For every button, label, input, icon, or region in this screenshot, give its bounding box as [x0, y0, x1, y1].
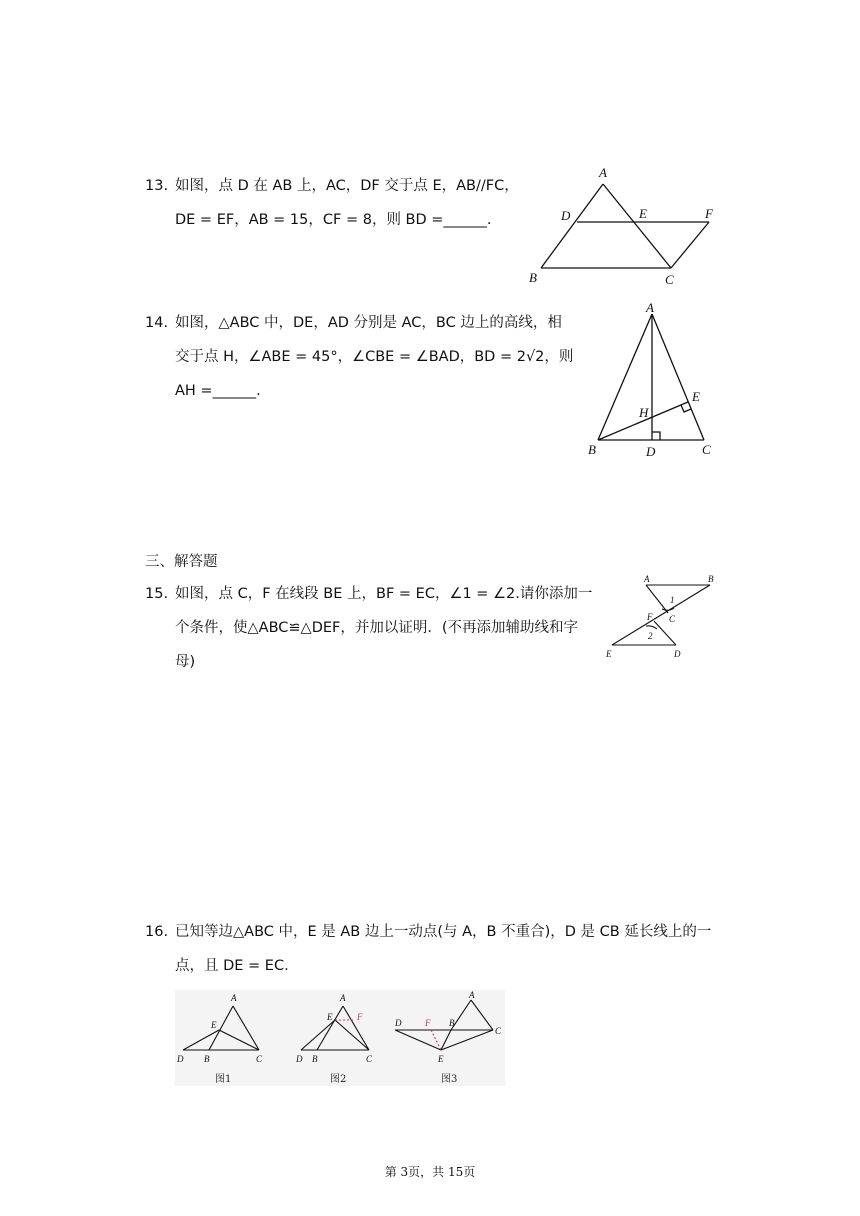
- q16-f1-label-E: E: [211, 1020, 217, 1030]
- q13-seg-AC: [603, 184, 671, 268]
- q13-text-line2: DE = EF，AB = 15，CF = 8，则 BD =______.: [175, 212, 492, 228]
- q14-figure: [582, 300, 722, 465]
- q14-label-A: A: [646, 300, 654, 315]
- q14-number: 14.: [145, 315, 169, 331]
- q16-f1-seg-DE: [183, 1030, 219, 1050]
- q16-f3-label-D: D: [395, 1018, 402, 1028]
- q16-f2-seg-EC: [335, 1020, 369, 1050]
- q15-text-line3: 母): [175, 654, 196, 670]
- q15-label-F: F: [647, 612, 653, 622]
- q16-f3-label-E: E: [438, 1054, 444, 1064]
- q14-text-line2: 交于点 H，∠ABE = 45°，∠CBE = ∠BAD，BD = 2√2，则: [175, 349, 574, 365]
- q16-text-line1: 已知等边△ABC 中，E 是 AB 边上一动点(与 A，B 不重合)，D 是 CB 延长线上的一: [175, 924, 712, 940]
- q15-seg-AC: [646, 585, 668, 613]
- q15-number: 15.: [145, 586, 169, 602]
- q14-text-line3: AH =______.: [175, 383, 261, 399]
- q15-seg-FD: [654, 621, 676, 645]
- q14-seg-AC: [652, 314, 704, 440]
- q15-label-C: C: [669, 614, 676, 624]
- q16-f2-label-E: E: [327, 1012, 333, 1022]
- q16-f2-caption: 图2: [330, 1074, 347, 1085]
- q16-f3-seg-DE: [395, 1030, 441, 1050]
- q13-label-F: F: [705, 206, 713, 221]
- q16-f2-label-C: C: [366, 1054, 373, 1064]
- q16-number: 16.: [145, 924, 169, 940]
- q16-f1-label-D: D: [177, 1054, 184, 1064]
- q16-f3-seg-EC: [441, 1030, 493, 1050]
- q15-text-line1: 如图，点 C，F 在线段 BE 上，BF = EC，∠1 = ∠2.请你添加一: [175, 586, 593, 602]
- q16-f3-label-A: A: [469, 990, 475, 1000]
- q16-f1-label-A: A: [231, 993, 237, 1003]
- q16-text-line2: 点，且 DE = EC.: [175, 958, 289, 974]
- page-footer: 第 3页，共 15页: [384, 1165, 476, 1179]
- q16-figure-1: [175, 990, 505, 1086]
- q16-f3-caption: 图3: [441, 1074, 458, 1085]
- q16-f2-seg-AC: [343, 1006, 369, 1050]
- q15-label-1: 1: [670, 595, 675, 605]
- q15-figure: [600, 570, 725, 662]
- q14-right-angle-D: [652, 432, 660, 440]
- q13-label-E: E: [639, 206, 647, 221]
- q15-label-B: B: [708, 574, 714, 584]
- q16-f2-label-B: B: [312, 1054, 318, 1064]
- q16-f2-label-D: D: [296, 1054, 303, 1064]
- q13-label-B: B: [529, 270, 537, 285]
- q15-seg-BE: [612, 585, 710, 645]
- q13-label-D: D: [561, 208, 571, 223]
- q14-label-D: D: [646, 444, 656, 459]
- q16-f1-label-B: B: [204, 1054, 210, 1064]
- q16-f3-seg-AC: [471, 1000, 493, 1030]
- q13-label-A: A: [599, 165, 607, 180]
- q16-f1-label-C: C: [256, 1054, 263, 1064]
- q15-label-A: A: [644, 574, 650, 584]
- q13-figure: [525, 160, 725, 290]
- section-heading: 三、解答题: [145, 554, 218, 570]
- q13-text-line1: 如图，点 D 在 AB 上，AC，DF 交于点 E，AB//FC，: [175, 178, 519, 194]
- q16-f3-label-C: C: [495, 1026, 502, 1036]
- q15-angle-2: [646, 626, 657, 629]
- q14-label-C: C: [702, 442, 711, 457]
- q13-number: 13.: [145, 178, 169, 194]
- q16-f2-label-A: A: [340, 993, 346, 1003]
- q16-f3-dashed-FE: [431, 1030, 441, 1050]
- q16-f2-seg-DE: [301, 1020, 335, 1050]
- q16-f2-label-F: F: [357, 1012, 363, 1022]
- q15-label-D: D: [674, 649, 681, 659]
- q16-f3-label-B: B: [449, 1018, 455, 1028]
- q15-label-2: 2: [648, 631, 653, 641]
- q16-figure-3: [395, 1000, 493, 1050]
- q13-seg-AB: [541, 184, 603, 268]
- q16-f3-label-F: F: [425, 1018, 431, 1028]
- q14-text-line1: 如图，△ABC 中，DE，AD 分别是 AC，BC 边上的高线，相: [175, 315, 562, 331]
- q13-label-C: C: [665, 272, 674, 287]
- q14-label-B: B: [588, 442, 596, 457]
- q15-text-line2: 个条件，使△ABC≌△DEF，并加以证明．(不再添加辅助线和字: [175, 620, 579, 636]
- q14-label-E: E: [692, 389, 700, 404]
- q15-label-E: E: [606, 649, 612, 659]
- q14-label-H: H: [639, 405, 649, 420]
- q13-seg-FC: [671, 222, 709, 268]
- q16-f1-caption: 图1: [215, 1074, 232, 1085]
